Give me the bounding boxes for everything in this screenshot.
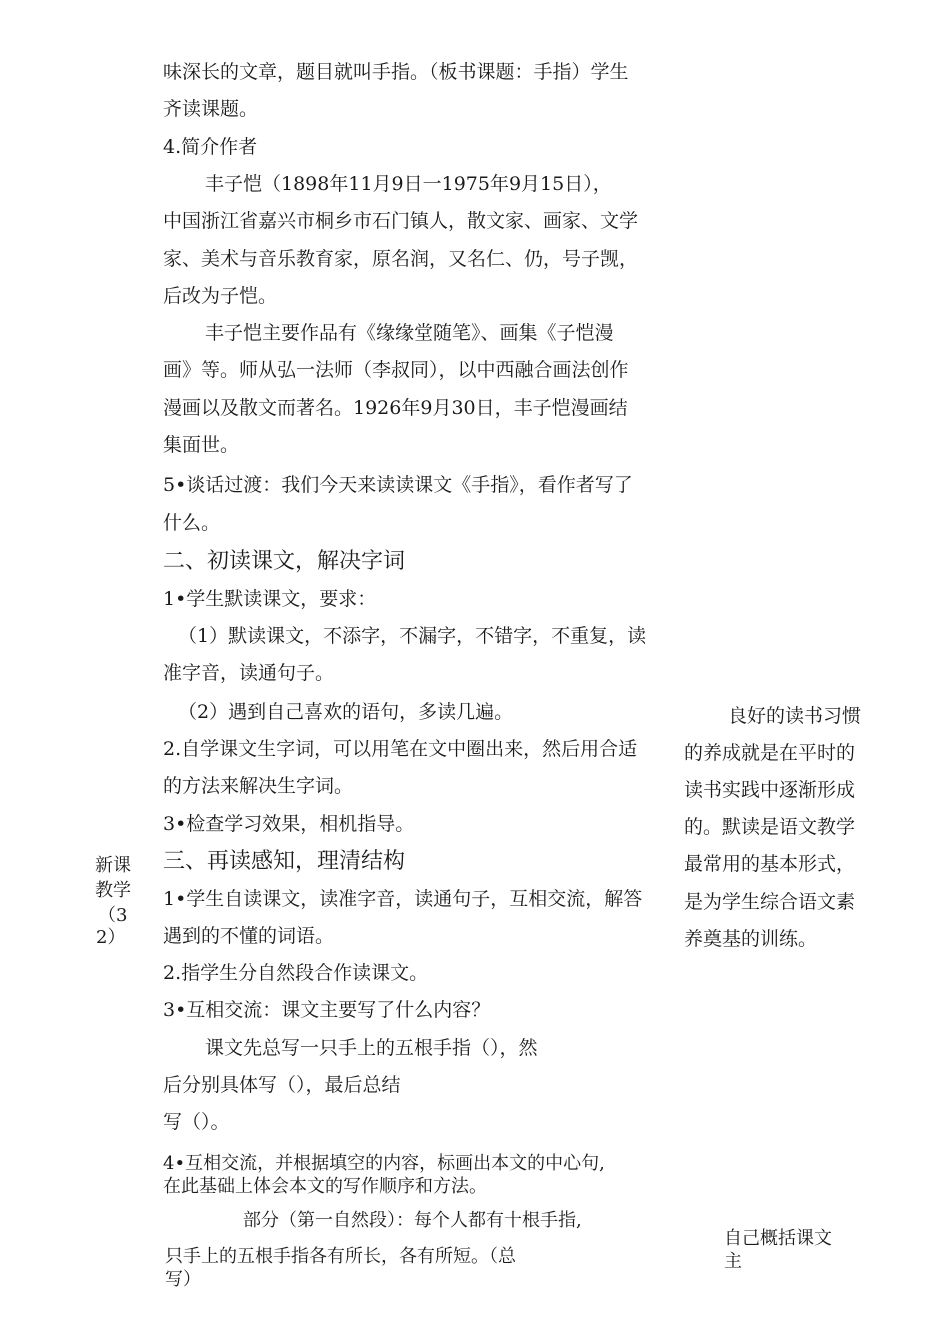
note-line: 的养成就是在平时的 [684,742,856,764]
text-line: 丰子恺（1898年11月9日一1975年9月15日）， [205,173,612,195]
text-line: 集面世。 [163,434,240,456]
note-line: 主 [724,1251,742,1272]
section-heading: 二、初读课文，解决字词 [163,549,406,574]
text-line: 2.指学生分自然段合作读课文。 [163,962,429,984]
text-line: 4.简介作者 [163,136,258,158]
text-line: 在此基础上体会本文的写作顺序和方法。 [163,1176,487,1197]
stage-label-line: （3 [98,905,128,926]
text-line: 1•学生默读课文，要求： [163,588,377,610]
text-line: 后分别具体写（），最后总结 [163,1074,401,1096]
note-line: 自己概括课文 [724,1228,832,1249]
note-line: 是为学生综合语文素 [684,891,856,913]
text-line: 部分（第一自然段）：每个人都有十根手指, [243,1210,582,1231]
text-line: 漫画以及散文而著名。1926年9月30日，丰子恺漫画结 [163,397,628,419]
text-line: 家、美术与音乐教育家，原名润，又名仁、仍，号子觊， [163,248,639,270]
text-line: 3•互相交流：课文主要写了什么内容？ [163,999,491,1021]
note-line: 最常用的基本形式， [684,853,856,875]
note-line: 的。默读是语文教学 [684,816,856,838]
text-line: 只手上的五根手指各有所长，各有所短。（总 [165,1246,516,1267]
text-line: 2.自学课文生字词，可以用笔在文中圈出来，然后用合适 [163,738,638,760]
text-line: 中国浙江省嘉兴市桐乡市石门镇人，散文家、画家、文学 [163,210,639,232]
text-line: 准字音，读通句子。 [163,662,335,684]
stage-label-line: 教学 [95,880,131,901]
text-line: 的方法来解决生字词。 [163,775,354,797]
text-line: 3•检查学习效果，相机指导。 [163,813,415,835]
note-line: 养奠基的训练。 [684,928,818,950]
text-line: 后改为子恺。 [163,285,278,307]
text-line: 画》等。师从弘一法师（李叔同），以中西融合画法创作 [163,359,629,381]
text-line: 写） [165,1269,201,1290]
text-line: 1•学生自读课文，读准字音，读通句子，互相交流，解答 [163,888,643,910]
text-line: 丰子恺主要作品有《缘缘堂随笔》、画集《子恺漫 [205,322,614,344]
text-line: 什么。 [163,512,221,534]
text-line: 写（）。 [163,1111,230,1133]
text-line: 5•谈话过渡：我们今天来读读课文《手指》，看作者写了 [163,474,633,496]
text-line: （2）遇到自己喜欢的语句，多读几遍。 [178,701,514,723]
text-line: 4•互相交流，并根据填空的内容，标画出本文的中心句, [163,1153,605,1174]
stage-label-line: 新课 [95,855,131,876]
text-line: 课文先总写一只手上的五根手指（），然 [205,1037,538,1059]
stage-label-line: 2） [96,927,126,948]
text-line: 遇到的不懂的词语。 [163,925,335,947]
text-line: 齐读课题。 [163,98,259,120]
section-heading: 三、再读感知，理清结构 [163,849,406,874]
note-line: 读书实践中逐渐形成 [684,779,856,801]
text-line: （1）默读课文，不添字，不漏字，不错字，不重复，读 [178,625,647,647]
note-line: 良好的读书习惯 [728,705,862,727]
text-line: 味深长的文章，题目就叫手指。（板书课题：手指）学生 [163,61,629,83]
